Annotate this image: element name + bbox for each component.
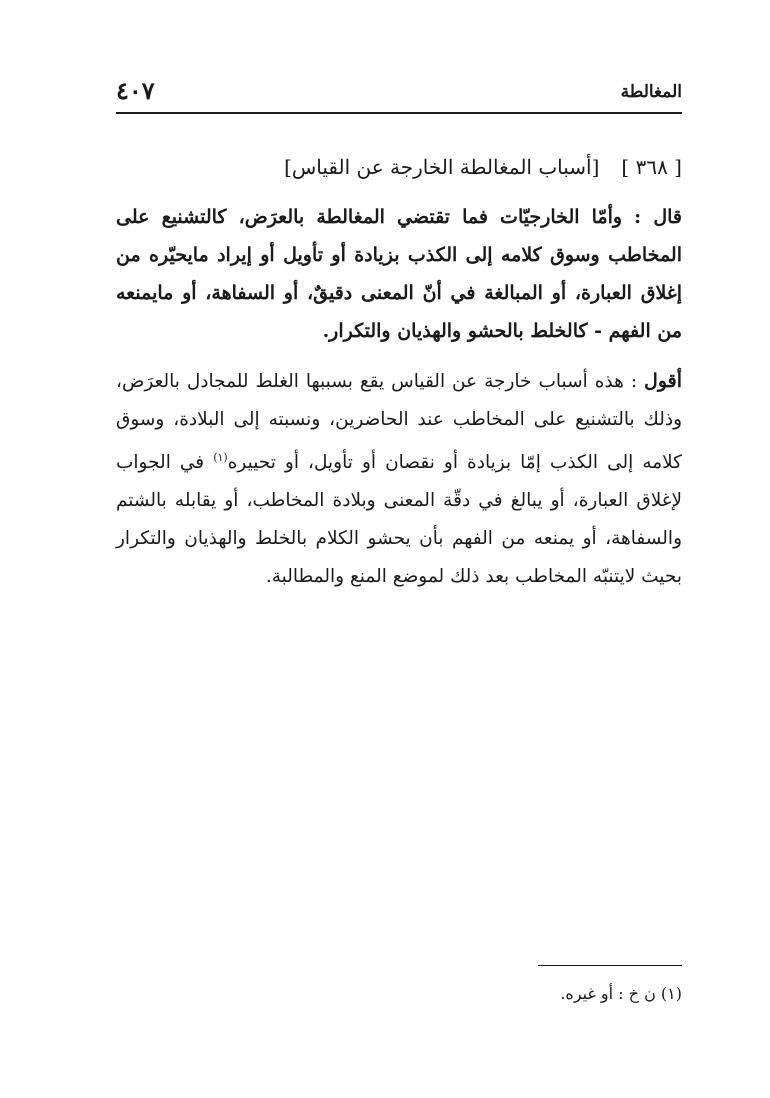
footnote-rule [538,965,682,966]
matn-paragraph [116,198,682,350]
matn-lead-word: قال [653,206,682,228]
section-heading [116,150,682,184]
footnote-text: ن خ : أو غيره. [560,984,661,1003]
section-number: [ ٣٦٨ ] [621,155,682,179]
footnote-marker: (١) [660,984,682,1003]
footnote-reference[interactable]: (١) [213,451,228,464]
commentary-paragraph [116,362,682,596]
header-rule [116,112,682,114]
footnote [300,982,682,1006]
page-header [116,72,682,106]
running-title: المغالطة [620,82,682,102]
commentary-text-part1: : هذه أسباب خارجة عن القياس يقع بسببها الغلط للمجادل بالعرَض، وذلك بالتشنيع على المخاطب عند الحاضرين، ونسبته إلى البلادة، وسوق كلامه إلى الكذب إمّا بزيادة أو نقصان أو تأويل، أو تحييره [116,371,682,474]
commentary-text-part2: في الجواب لإغلاق العبارة، أو يبالغ في دقّة المعنى وبلادة المخاطب، أو يقابله بالشتم والسفاهة، أو يمنعه من الفهم بأن يحشو الكلام بالخلط والهذيان والتكرار بحيث لايتنبّه المخاطب بعد ذلك لموضع المنع والمطالبة. [116,452,682,588]
commentary-lead-word: أقول [644,370,682,392]
section-title: [أسباب المغالطة الخارجة عن القياس] [284,155,600,179]
matn-text: : وأمّا الخارجيّات فما تقتضي المغالطة بالعرَض، كالتشنيع على المخاطب وسوق كلامه إلى الكذب بزيادة أو تأويل أو إيراد مايحيّره من إغلاق العبارة، أو المبالغة في أنّ المعنى دقيقٌ، أو السفاهة، أو مايمنعه من الفهم - كالخلط بالحشو والهذيان والتكرار. [116,206,682,342]
main-content [116,150,682,608]
page-number: ٤٠٧ [116,76,155,105]
